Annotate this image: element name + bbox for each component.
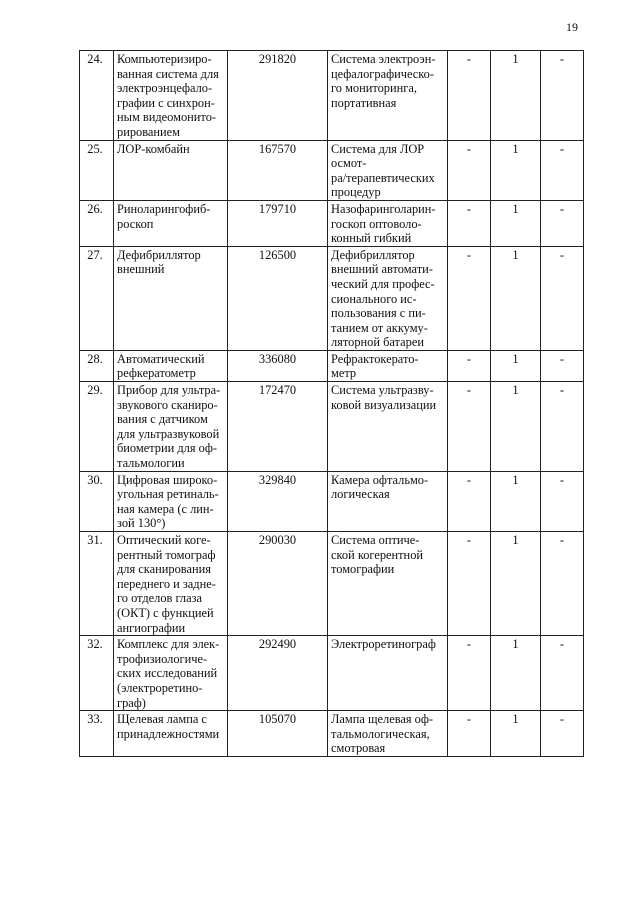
quantity-cell-1: - — [448, 140, 491, 200]
quantity-cell-1: - — [448, 51, 491, 141]
equipment-type-cell: Система для ЛОР осмот- ра/терапевтических процедур — [328, 140, 448, 200]
row-number-cell: 30. — [80, 471, 114, 531]
nomenclature-code-cell: 105070 — [228, 711, 328, 757]
nomenclature-code-cell: 292490 — [228, 636, 328, 711]
row-number-cell: 31. — [80, 532, 114, 636]
table-row — [80, 350, 584, 381]
quantity-cell-3: - — [541, 200, 584, 246]
quantity-cell-3: - — [541, 140, 584, 200]
nomenclature-code-cell: 336080 — [228, 350, 328, 381]
equipment-name-cell: Риноларингофиб- роскоп — [114, 200, 228, 246]
quantity-cell-1: - — [448, 382, 491, 472]
quantity-cell-2: 1 — [491, 471, 541, 531]
equipment-name-cell: Дефибриллятор внешний — [114, 246, 228, 350]
table-row — [80, 200, 584, 246]
table-row — [80, 636, 584, 711]
equipment-name-cell: Прибор для ультра- звукового сканиро- вания с датчиком для ультразвуковой биометрии для оф- тальмологии — [114, 382, 228, 472]
quantity-cell-3: - — [541, 51, 584, 141]
row-number-cell: 33. — [80, 711, 114, 757]
equipment-name-cell: Щелевая лампа с принадлежностями — [114, 711, 228, 757]
equipment-type-cell: Назофаринголарин- госкоп оптоволо- конный гибкий — [328, 200, 448, 246]
quantity-cell-1: - — [448, 350, 491, 381]
equipment-type-cell: Камера офтальмо- логическая — [328, 471, 448, 531]
table-row — [80, 51, 584, 141]
equipment-table — [79, 50, 584, 757]
row-number-cell: 26. — [80, 200, 114, 246]
table-row — [80, 382, 584, 472]
row-number-cell: 29. — [80, 382, 114, 472]
quantity-cell-1: - — [448, 200, 491, 246]
equipment-type-cell: Система ультразву- ковой визуализации — [328, 382, 448, 472]
quantity-cell-2: 1 — [491, 636, 541, 711]
quantity-cell-2: 1 — [491, 532, 541, 636]
nomenclature-code-cell: 329840 — [228, 471, 328, 531]
nomenclature-code-cell: 172470 — [228, 382, 328, 472]
table-row — [80, 532, 584, 636]
equipment-name-cell: Оптический коге- рентный томограф для сканирования переднего и задне- го отделов глаза (ОКТ) с функцией ангиографии — [114, 532, 228, 636]
equipment-type-cell: Дефибриллятор внешний автомати- ческий для профес- сионального ис- пользования с пи- танием от аккуму- ляторной батареи — [328, 246, 448, 350]
quantity-cell-3: - — [541, 246, 584, 350]
quantity-cell-1: - — [448, 532, 491, 636]
table-row — [80, 711, 584, 757]
nomenclature-code-cell: 167570 — [228, 140, 328, 200]
quantity-cell-2: 1 — [491, 246, 541, 350]
quantity-cell-1: - — [448, 711, 491, 757]
quantity-cell-2: 1 — [491, 51, 541, 141]
quantity-cell-2: 1 — [491, 382, 541, 472]
quantity-cell-2: 1 — [491, 140, 541, 200]
quantity-cell-1: - — [448, 636, 491, 711]
row-number-cell: 27. — [80, 246, 114, 350]
nomenclature-code-cell: 290030 — [228, 532, 328, 636]
quantity-cell-3: - — [541, 636, 584, 711]
nomenclature-code-cell: 126500 — [228, 246, 328, 350]
quantity-cell-1: - — [448, 471, 491, 531]
table-row — [80, 471, 584, 531]
quantity-cell-3: - — [541, 532, 584, 636]
table-body — [80, 51, 584, 757]
quantity-cell-1: - — [448, 246, 491, 350]
equipment-name-cell: Автоматический рефкератометр — [114, 350, 228, 381]
equipment-name-cell: ЛОР-комбайн — [114, 140, 228, 200]
equipment-type-cell: Лампа щелевая оф- тальмологическая, смотровая — [328, 711, 448, 757]
equipment-name-cell: Комплекс для элек- трофизиологиче- ских исследований (электроретино- граф) — [114, 636, 228, 711]
equipment-type-cell: Система электроэн- цефалографическо- го мониторинга, портативная — [328, 51, 448, 141]
equipment-name-cell: Цифровая широко- угольная ретиналь- ная камера (с лин- зой 130°) — [114, 471, 228, 531]
equipment-type-cell: Рефрактокерато- метр — [328, 350, 448, 381]
row-number-cell: 32. — [80, 636, 114, 711]
quantity-cell-2: 1 — [491, 711, 541, 757]
quantity-cell-3: - — [541, 471, 584, 531]
quantity-cell-3: - — [541, 711, 584, 757]
quantity-cell-2: 1 — [491, 200, 541, 246]
quantity-cell-3: - — [541, 382, 584, 472]
equipment-name-cell: Компьютеризиро- ванная система для электроэнцефало- графии с синхрон- ным видеомонито- рированием — [114, 51, 228, 141]
nomenclature-code-cell: 179710 — [228, 200, 328, 246]
table-row — [80, 140, 584, 200]
equipment-type-cell: Система оптиче- ской когерентной томографии — [328, 532, 448, 636]
nomenclature-code-cell: 291820 — [228, 51, 328, 141]
equipment-type-cell: Электроретинограф — [328, 636, 448, 711]
row-number-cell: 28. — [80, 350, 114, 381]
row-number-cell: 24. — [80, 51, 114, 141]
table-row — [80, 246, 584, 350]
row-number-cell: 25. — [80, 140, 114, 200]
quantity-cell-2: 1 — [491, 350, 541, 381]
page-number: 19 — [566, 20, 578, 34]
quantity-cell-3: - — [541, 350, 584, 381]
